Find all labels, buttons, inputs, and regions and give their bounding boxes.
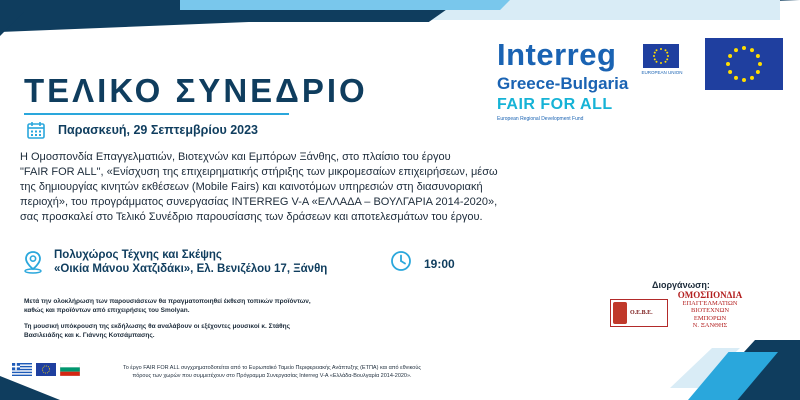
venue-name: Πολυχώρος Τέχνης και Σκέψης: [54, 249, 222, 261]
paragraph-line: περιοχή», του προγράμματος συνεργασίας INTERREG V-A «ΕΛΛΑΔΑ – ΒΟΥΛΓΑΡΙΑ 2014-2020»,: [20, 196, 498, 208]
venue-address: [54, 248, 327, 276]
paragraph-line: σας προσκαλεί στο Τελικό Συνέδριο παρουσίασης των δράσεων και αποτελεσμάτων του έργου.: [20, 211, 483, 223]
federation-line: ΟΜΟΣΠΟΝΔΙΑ: [677, 290, 743, 300]
paragraph-line: Η Ομοσπονδία Επαγγελματιών, Βιοτεχνών και Εμπόρων Ξάνθης, στο πλαίσιο του έργου: [20, 151, 451, 163]
eu-mini-flag-icon: [643, 44, 679, 68]
oebe-emblem-icon: [613, 302, 627, 324]
invitation-paragraph: [20, 150, 620, 225]
venue-street: «Οικία Μάνου Χατζιδάκι», Ελ. Βενιζέλου 17, Ξάνθη: [54, 263, 328, 275]
greece-flag-icon: [12, 363, 32, 376]
decor-top-band-light: [180, 0, 510, 10]
project-name: FAIR FOR ALL: [497, 96, 613, 113]
note-line: Βασιλειάδης και κ. Γιάννης Κοτσάμπασης.: [24, 332, 155, 339]
interreg-wordmark: Interreg: [497, 37, 617, 72]
decor-left-triangle: [0, 12, 24, 36]
funding-footer: [82, 364, 462, 380]
federation-line: ΒΙΟΤΕΧΝΩΝ: [690, 307, 730, 314]
eu-label: EUROPEAN UNION: [641, 70, 683, 75]
paragraph-line: "FAIR FOR ALL", «Ενίσχυση της επιχειρηματικής στήριξης των μικρομεσαίων επιχειρήσεων, μέσω: [20, 166, 498, 178]
clock-icon: [390, 250, 412, 272]
music-note: [24, 322, 364, 340]
note-line: Μετά την ολοκλήρωση των παρουσιάσεων θα πραγματοποιηθεί έκθεση τοπικών προϊόντων,: [24, 298, 311, 305]
calendar-icon: [26, 120, 46, 140]
oebe-text: Ο.Ε.Β.Ε.: [630, 310, 653, 316]
title-underline: [24, 113, 289, 115]
eu-flag-icon: [705, 38, 783, 90]
exhibition-note: [24, 297, 364, 315]
location-pin-icon: [22, 250, 44, 274]
federation-line: ΕΠΑΓΓΕΛΜΑΤΙΩΝ: [682, 299, 738, 307]
note-line: καθώς και προϊόντων από επιχειρήσεις του Smolyan.: [24, 307, 190, 314]
oebe-logo: [610, 299, 668, 327]
federation-name: [670, 292, 750, 330]
note-line: Τη μουσική υπόκρουση της εκδήλωσης θα αναλάβουν οι εξέχοντες μουσικοί κ. Στάθης: [24, 323, 291, 330]
organizer-label: Διοργάνωση:: [652, 280, 710, 290]
fund-name: European Regional Development Fund: [497, 116, 584, 122]
program-name: Greece-Bulgaria: [497, 74, 629, 93]
bulgaria-flag-icon: [60, 363, 80, 376]
page-title: ΤΕΛΙΚΟ ΣΥΝΕΔΡΙΟ: [24, 72, 368, 109]
federation-line: ΕΜΠΟΡΩΝ: [693, 314, 727, 322]
federation-line: Ν. ΞΑΝΘΗΣ: [692, 322, 728, 329]
footer-flags: [12, 363, 80, 376]
paragraph-line: της δημιουργίας κινητών εκθέσεων (Mobile Fairs) και καινοτόμων υπηρεσιών στη διασυνοριακή: [20, 181, 483, 193]
eu-small-flag-icon: [36, 363, 56, 376]
footer-line: πόρους των χωρών που συμμετέχουν στο Πρόγραμμα Συνεργασίας Interreg V-A «Ελλάδα-Βουλγαρία 2014-2020».: [132, 373, 412, 379]
decor-bottom-left: [0, 376, 60, 400]
event-date: Παρασκευή, 29 Σεπτεμβρίου 2023: [58, 123, 259, 137]
footer-line: Το έργο FAIR FOR ALL συγχρηματοδοτείται από το Ευρωπαϊκό Ταμείο Περιφερειακής Ανάπτυξης (ΕΤΠΑ) και από εθνικούς: [122, 365, 422, 371]
event-time: 19:00: [424, 257, 455, 271]
